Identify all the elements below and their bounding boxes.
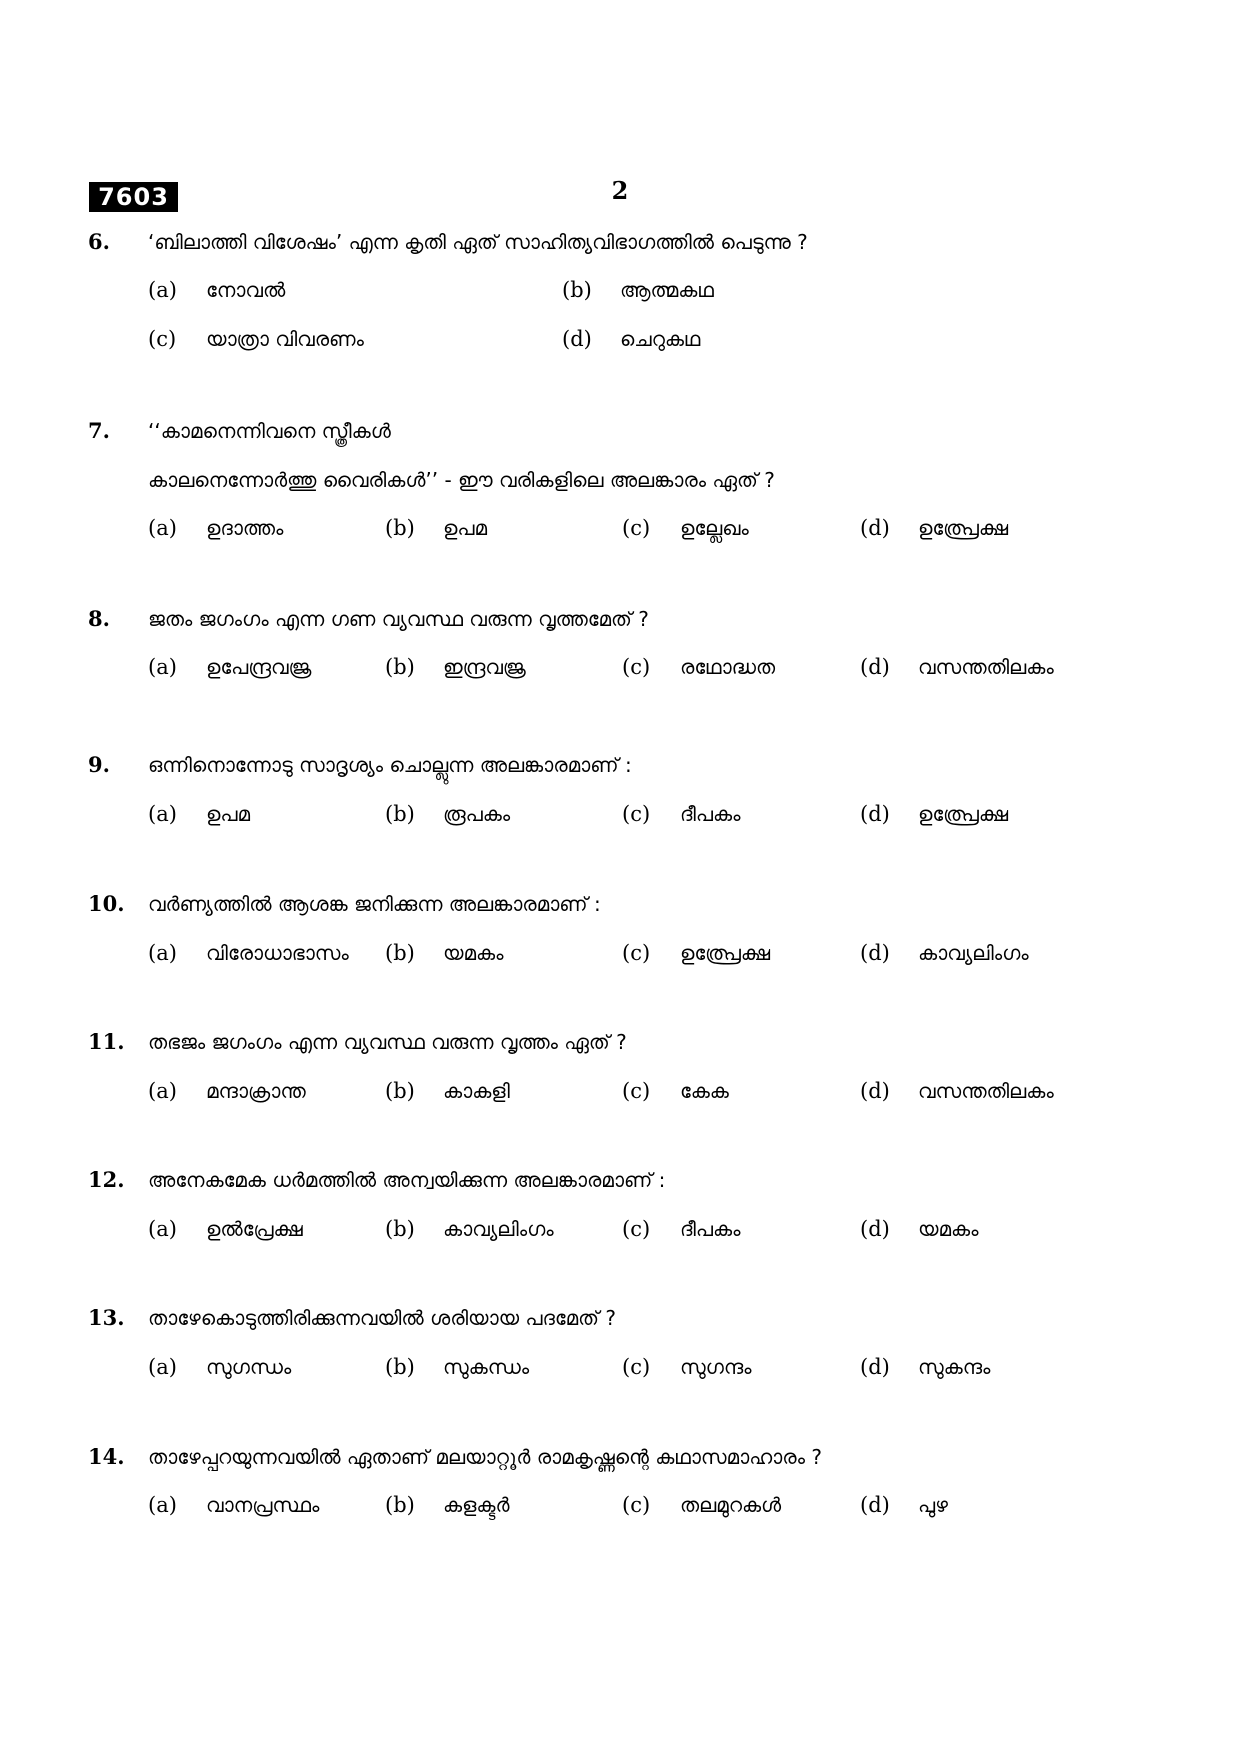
question-text: അനേകമേക ധർമത്തിൽ അന്വയിക്കുന്ന അലങ്കാരമാണ് : — [148, 1168, 666, 1192]
option-a: (a) വിരോധാഭാസം — [148, 941, 349, 965]
option-c: (c) രഥോദ്ധത — [622, 655, 776, 679]
option-d: (d) യമകം — [860, 1217, 979, 1241]
option-b: (b) ആത്മകഥ — [562, 278, 714, 302]
option-c: (c) യാത്രാ വിവരണം — [148, 327, 364, 351]
option-b: (b) ഇന്ദ്രവജ്ര — [385, 655, 526, 679]
question-text: താഴേപ്പറയുന്നവയിൽ ഏതാണ് മലയാറ്റൂർ രാമകൃഷ്ണന്റെ കഥാസമാഹാരം ? — [148, 1445, 822, 1469]
option-a: (a) ഉപേന്ദ്രവജ്ര — [148, 655, 312, 679]
option-b: (b) കാവ്യലിംഗം — [385, 1217, 554, 1241]
question-text: തഭജം ജഗംഗം എന്ന വ്യവസ്ഥ വരുന്ന വൃത്തം ഏത് ? — [148, 1030, 627, 1054]
option-c: (c) ഉല്ലേഖം — [622, 516, 749, 540]
question-number: 7. — [88, 418, 110, 443]
option-d: (d) കാവ്യലിംഗം — [860, 941, 1029, 965]
question-text: വർണ്യത്തിൽ ആശങ്ക ജനിക്കുന്ന അലങ്കാരമാണ് : — [148, 892, 601, 916]
option-d: (d) ചെറുകഥ — [562, 327, 701, 351]
option-b: (b) സുകന്ധം — [385, 1355, 530, 1379]
option-d: (d) സുകന്ദം — [860, 1355, 991, 1379]
question-number: 8. — [88, 606, 110, 631]
question-text-line-2: കാലനെന്നോർത്തു വൈരികൾ’’ - ഈ വരികളിലെ അലങ്കാരം ഏത് ? — [148, 468, 775, 492]
question-number: 10. — [88, 891, 125, 916]
question-text: ‘ബിലാത്തി വിശേഷം’ എന്ന കൃതി ഏത് സാഹിത്യവിഭാഗത്തിൽ പെടുന്നു ? — [148, 230, 808, 254]
question-number: 6. — [88, 229, 110, 254]
option-d: (d) വസന്തതിലകം — [860, 1079, 1054, 1103]
page-number: 2 — [611, 176, 629, 205]
option-d: (d) പുഴ — [860, 1493, 948, 1517]
question-number: 9. — [88, 752, 110, 777]
option-b: (b) കളക്ടർ — [385, 1493, 510, 1517]
option-c: (c) സുഗന്ദം — [622, 1355, 752, 1379]
option-a: (a) ഉൽപ്രേക്ഷ — [148, 1217, 303, 1241]
option-b: (b) കാകളി — [385, 1079, 510, 1103]
option-c: (c) ഉത്പ്രേക്ഷ — [622, 941, 771, 965]
option-d: (d) ഉത്പ്രേക്ഷ — [860, 516, 1009, 540]
option-b: (b) യമകം — [385, 941, 504, 965]
question-text: ജതം ജഗംഗം എന്ന ഗണ വ്യവസ്ഥ വരുന്ന വൃത്തമേത് ? — [148, 607, 649, 631]
option-d: (d) ഉത്പ്രേക്ഷ — [860, 802, 1009, 826]
option-a: (a) സുഗന്ധം — [148, 1355, 292, 1379]
option-b: (b) ഉപമ — [385, 516, 488, 540]
option-a: (a) ഉദാത്തം — [148, 516, 284, 540]
question-number: 11. — [88, 1029, 125, 1054]
question-number: 14. — [88, 1444, 125, 1469]
question-text: ഒന്നിനൊന്നോടു സാദൃശ്യം ചൊല്ലുന്ന അലങ്കാരമാണ് : — [148, 753, 632, 777]
option-d: (d) വസന്തതിലകം — [860, 655, 1054, 679]
option-c: (c) തലമുറകൾ — [622, 1493, 782, 1517]
question-text: ‘‘കാമനെന്നിവനെ സ്ത്രീകൾ — [148, 419, 391, 443]
option-c: (c) ദീപകം — [622, 802, 741, 826]
option-b: (b) രൂപകം — [385, 802, 511, 826]
option-c: (c) ദീപകം — [622, 1217, 741, 1241]
question-number: 13. — [88, 1305, 125, 1330]
option-a: (a) വാനപ്രസ്ഥം — [148, 1493, 320, 1517]
option-a: (a) ഉപമ — [148, 802, 251, 826]
option-a: (a) മന്ദാക്രാന്ത — [148, 1079, 306, 1103]
option-a: (a) നോവൽ — [148, 278, 286, 302]
question-text: താഴേകൊടുത്തിരിക്കുന്നവയിൽ ശരിയായ പദമേത് ? — [148, 1306, 616, 1330]
paper-code-badge: 7603 — [89, 182, 178, 212]
option-c: (c) കേക — [622, 1079, 729, 1103]
question-number: 12. — [88, 1167, 125, 1192]
